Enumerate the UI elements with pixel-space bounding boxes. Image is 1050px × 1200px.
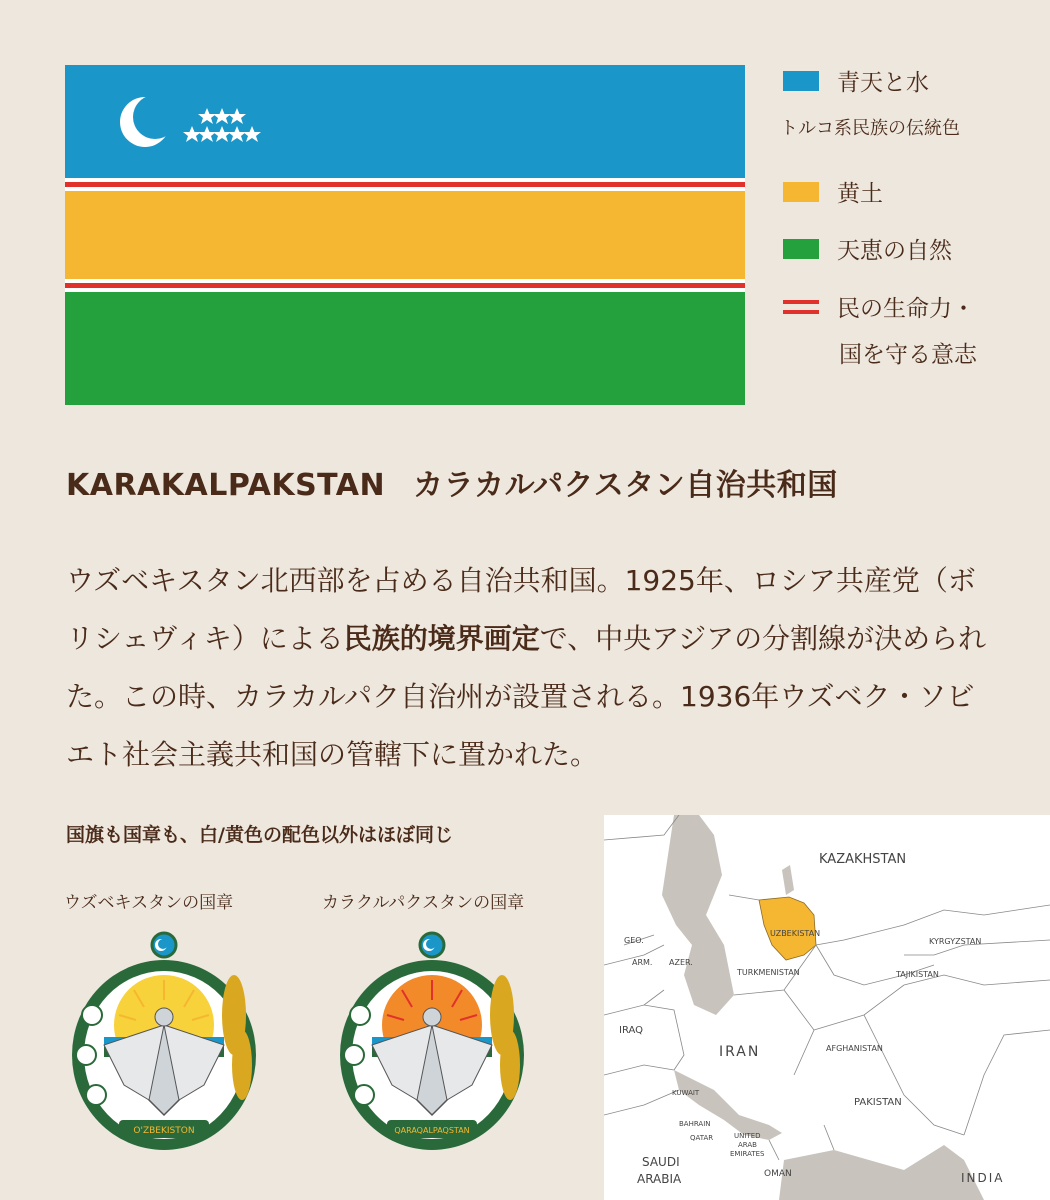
map-label-india: INDIA [961,1171,1005,1185]
legend-green-label: 天恵の自然 [837,238,952,264]
karakalpakstan-emblem-icon [332,925,532,1155]
blue-swatch [783,71,819,91]
legend-blue-sub: トルコ系民族の伝統色 [780,118,960,139]
uzbekistan-emblem-icon [64,925,264,1155]
legend-red-label-1: 民の生命力・ [837,296,975,322]
uzbekistan-ribbon-text: O'ZBEKISTON [133,1126,195,1136]
map-label-qatar: QATAR [690,1134,714,1142]
map-label-armenia: ARM. [632,958,653,967]
region-map [604,815,1050,1200]
legend-yellow [783,175,883,208]
karakalpakstan-emblem-label: カラクルパクスタンの国章 [322,893,525,913]
map-label-uzbekistan: UZBEKISTAN [770,929,821,938]
map-label-turkmenistan: TURKMENISTAN [737,968,800,977]
karakalpakstan-flag [65,65,745,405]
flag-red-line-top [65,182,745,187]
map-label-iraq: IRAQ [619,1025,644,1036]
map-label-pakistan: PAKISTAN [854,1097,902,1108]
flag-green-stripe [65,292,745,405]
red-lines-swatch [783,297,819,317]
description-part2: で、中央アジアの分割線が決められた。この時、カラカルパク自治州が設置される。1936年ウズベク・ソビエト社会主義共和国の管轄下に置かれた。 [66,622,987,771]
map-label-oman: OMAN [764,1169,792,1179]
karakalpakstan-ribbon-text: QARAQALPAQSTAN [394,1126,470,1135]
map-label-uae-1: UNITED [734,1132,761,1140]
page-title [66,460,838,504]
map-label-saudi-2: ARABIA [637,1172,682,1186]
map-label-uae-3: EMIRATES [730,1150,765,1158]
map-label-kuwait: KUWAIT [672,1089,700,1097]
legend-blue [783,64,929,97]
map-label-azerbaijan: AZER. [669,958,693,967]
map-label-afghanistan: AFGHANISTAN [826,1044,883,1053]
description-paragraph [66,552,996,784]
legend-green [783,232,952,265]
map-label-bahrain: BAHRAIN [679,1120,711,1128]
map-label-georgia: GEO. [624,936,644,945]
title-jp: カラカルパクスタン自治共和国 [413,468,838,503]
emblems-heading: 国旗も国章も、白/黄色の配色以外はほぼ同じ [66,824,453,846]
map-label-kazakhstan: KAZAKHSTAN [819,852,907,867]
flag-yellow-stripe [65,191,745,279]
legend-blue-label: 青天と水 [837,70,929,96]
legend-red-label-2: 国を守る意志 [839,342,977,368]
map-label-saudi-1: SAUDI [642,1155,680,1169]
map-label-uae-2: ARAB [738,1141,757,1149]
map-label-tajikistan: TAJIKISTAN [896,970,939,979]
legend-red [783,290,975,323]
legend-yellow-label: 黄土 [837,181,883,207]
uzbekistan-emblem-label: ウズベキスタンの国章 [64,893,234,913]
map-label-kyrgyzstan: KYRGYZSTAN [929,937,982,946]
flag-red-line-bottom [65,283,745,288]
map-label-iran: IRAN [719,1044,761,1060]
yellow-swatch [783,182,819,202]
description-part1: ウズベキスタン北西部を占める自治共和国。1925年、ロシア共産党（ボリシェヴィキ）による [66,564,976,655]
title-en: KARAKALPAKSTAN [66,468,386,503]
green-swatch [783,239,819,259]
description-bold: 民族的境界画定 [343,622,540,655]
